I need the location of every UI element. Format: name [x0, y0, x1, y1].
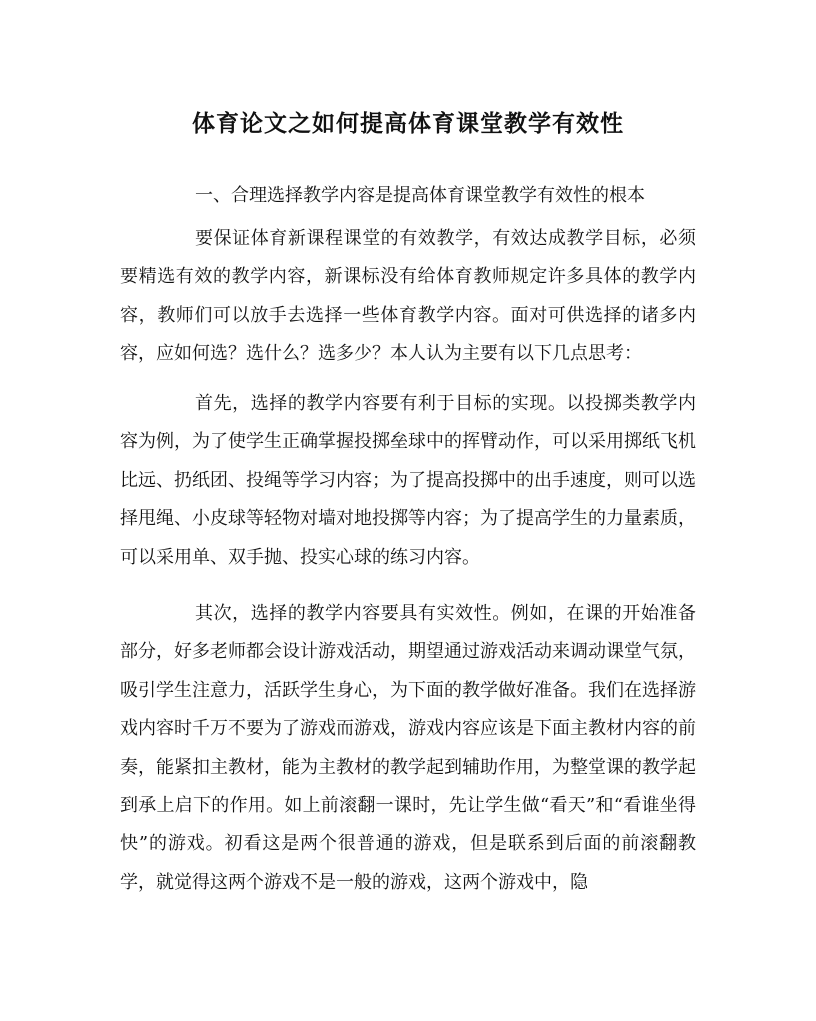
- paragraph-1: 要保证体育新课程课堂的有效教学，有效达成教学目标，必须要精选有效的教学内容，新课标没有给体育教师规定许多具体的教学内容，教师们可以放手去选择一些体育教学内容。面对可供选择的诸多内容，应如何选？选什么？选多少？本人认为主要有以下几点思考：: [120, 228, 696, 365]
- document-title: 体育论文之如何提高体育课堂教学有效性: [192, 110, 624, 137]
- paragraph-3: 其次，选择的教学内容要具有实效性。例如，在课的开始准备部分，好多老师都会设计游戏活动，期望通过游戏活动来调动课堂气氛，吸引学生注意力，活跃学生身心，为下面的教学做好准备。我们在选择游戏内容时千万不要为了游戏而游戏，游戏内容应该是下面主教材内容的前奏，能紧扣主教材，能为主教材的教学起到辅助作用，为整堂课的教学起到承上启下的作用。如上前滚翻一课时，先让学生做“看天”和“看谁坐得快”的游戏。初看这是两个很普通的游戏，但是联系到后面的前滚翻教学，就觉得这两个游戏不是一般的游戏，这两个游戏中，隐: [120, 603, 696, 893]
- section-heading: 一、合理选择教学内容是提高体育课堂教学有效性的根本: [195, 185, 645, 206]
- paragraph-2: 首先，选择的教学内容要有利于目标的实现。以投掷类教学内容为例，为了使学生正确掌握投掷垒球中的挥臂动作，可以采用掷纸飞机比远、扔纸团、投绳等学习内容；为了提高投掷中的出手速度，则可以选择甩绳、小皮球等轻物对墙对地投掷等内容；为了提高学生的力量素质，可以采用单、双手抛、投实心球的练习内容。: [120, 393, 696, 568]
